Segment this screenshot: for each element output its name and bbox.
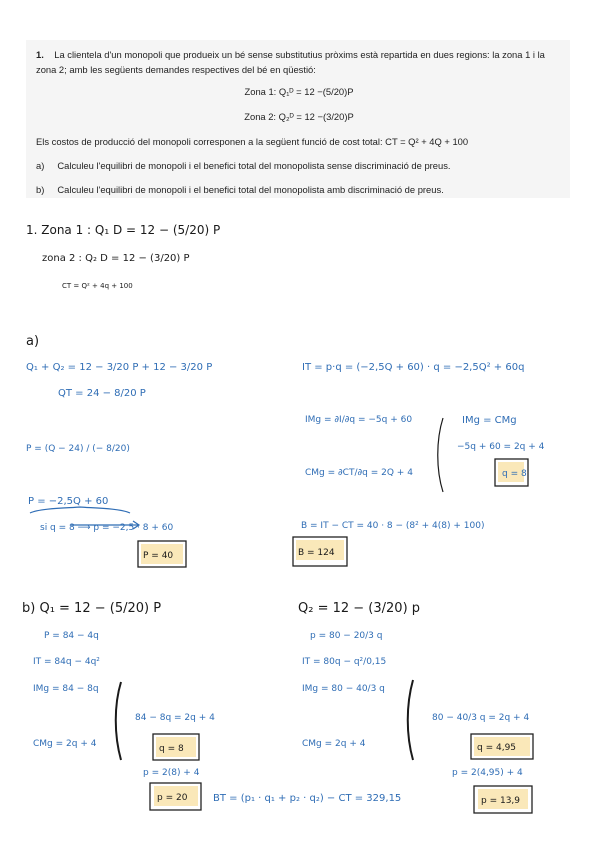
given-zone2: zona 2 : Q₂ D = 12 − (3/20) P [42,253,190,264]
a-q-result: q = 8 [502,469,527,479]
a-p-result: P = 40 [143,551,174,561]
a-equation: −5q + 60 = 2q + 4 [457,442,545,452]
b-q1-result: q = 8 [159,744,184,754]
a-total-demand: QT = 24 − 8/20 P [58,388,146,399]
given-ct: CT = Q² + 4q + 100 [62,282,133,290]
problem-intro: 1. La clientela d'un monopoli que produeix un bé sense substitutius pròxims està repartida en dues regions: la zona 1 i la zona 2; amb les següents demandes respectives del bé en qüestió: [36,49,545,75]
b-p2: p = 80 − 20/3 q [310,631,383,641]
a-condition: IMg = CMg [462,415,517,426]
section-b-head: b) Q₁ = 12 − (5/20) P [22,601,162,616]
b-eq1: 84 − 8q = 2q + 4 [135,713,215,723]
section-a-head: a) [26,334,40,349]
a-price-frac: P = (Q − 24) / (− 8/20) [26,444,130,454]
b-it1: IT = 84q − 4q² [33,657,100,667]
b-p1: P = 84 − 4q [44,631,99,641]
cost-function: Els costos de producció del monopoli corresponen a la següent funció de cost total: CT = Q² + 4Q + 100 [36,136,469,147]
b-img2: IMg = 80 − 40/3 q [302,684,385,694]
b-it2: IT = 80q − q²/0,15 [302,657,387,667]
b-img1: IMg = 84 − 8q [33,684,99,694]
a-marginal-revenue: IMg = ∂I/∂q = −5q + 60 [305,415,413,425]
a-profit: B = IT − CT = 40 · 8 − (8² + 4(8) + 100) [301,521,485,531]
b-eq2: 80 − 40/3 q = 2q + 4 [432,713,530,723]
a-inverse-demand: P = −2,5Q + 60 [28,496,109,507]
a-total-revenue: IT = p·q = (−2,5Q + 60) · q = −2,5Q² + 60q [302,362,525,373]
b-cmg2: CMg = 2q + 4 [302,739,366,749]
b-q2-head: Q₂ = 12 − (3/20) p [298,601,421,616]
a-substitution: si q = 8 ⟶ p = −2,5 · 8 + 60 [40,523,174,533]
b-cmg1: CMg = 2q + 4 [33,739,97,749]
a-b-result: B = 124 [298,548,335,558]
a-marginal-cost: CMg = ∂CT/∂q = 2Q + 4 [305,468,413,478]
a-sum-demand: Q₁ + Q₂ = 12 − 3/20 P + 12 − 3/20 P [26,362,213,373]
question-a: a) Calculeu l'equilibri de monopoli i el benefici total del monopolista sense discriminació de preus. [36,160,451,171]
b-total-profit: BT = (p₁ · q₁ + p₂ · q₂) − CT = 329,15 [213,793,402,804]
demand-zone2: Zona 2: Q₂ᴰ = 12 −(3/20)P [244,111,354,122]
b-q2-result: q = 4,95 [477,743,517,753]
given-zone1: 1. Zona 1 : Q₁ D = 12 − (5/20) P [26,223,221,237]
b-p2-calc: p = 2(4,95) + 4 [452,768,523,778]
demand-zone1: Zona 1: Q₁ᴰ = 12 −(5/20)P [244,86,354,97]
b-p1-result: p = 20 [157,793,188,803]
b-p2-result: p = 13,9 [481,796,521,806]
question-b: b) Calculeu l'equilibri de monopoli i el benefici total del monopolista amb discriminació de preus. [36,184,444,195]
b-p1-calc: p = 2(8) + 4 [143,768,200,778]
